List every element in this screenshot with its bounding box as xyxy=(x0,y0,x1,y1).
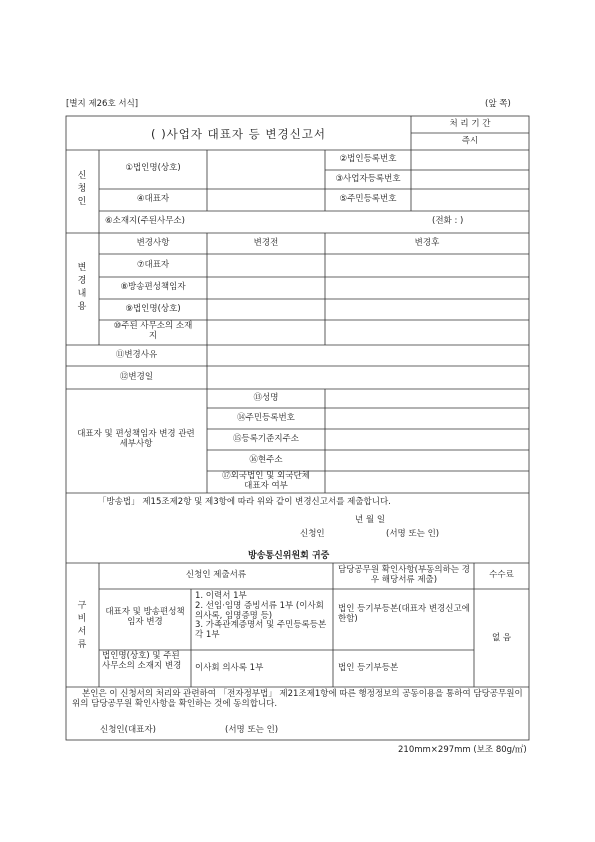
doc-items-corp-name: 이사회 의사록 1부 xyxy=(195,663,264,673)
detail-name-label: ⑬성명 xyxy=(253,393,279,403)
change-reason-field[interactable] xyxy=(208,346,528,365)
change-row-programming-manager: ⑧방송편성책임자 xyxy=(120,282,186,292)
consent-applicant-label: 신청인(대표자) xyxy=(100,725,156,735)
after-representative-field[interactable] xyxy=(326,255,528,276)
after-address-field[interactable] xyxy=(326,321,528,344)
recipient: 방송통신위원회 귀중 xyxy=(248,551,330,561)
representative-field[interactable] xyxy=(208,190,324,210)
declaration-date: 년 월 일 xyxy=(355,515,386,525)
detail-foreign-rep-label: ⑰외국법인 및 외국단체 대표자 여부 xyxy=(222,471,310,491)
change-section-label: 변경내용 xyxy=(77,263,87,312)
col-fee: 수수료 xyxy=(489,570,514,580)
detail-current-address-label: ⑯현주소 xyxy=(249,455,283,465)
detail-resident-no-field[interactable] xyxy=(326,409,528,428)
applicant-section-label: 신청인 xyxy=(77,171,87,207)
detail-registration-address-label: ⑮등록기준지주소 xyxy=(233,434,299,444)
processing-period-value: 즉시 xyxy=(461,136,479,146)
corp-reg-no-label: ②법인등록번호 xyxy=(339,154,397,164)
resident-reg-no-label: ⑤주민등록번호 xyxy=(339,194,397,204)
processing-period-label: 처 리 기 간 xyxy=(449,119,491,129)
corp-name-label: ①법인명(상호) xyxy=(125,163,181,173)
declaration-applicant-label: 신청인 xyxy=(300,529,325,539)
fee-value: 없 음 xyxy=(491,633,512,643)
change-row-representative: ⑦대표자 xyxy=(136,260,170,270)
before-address-field[interactable] xyxy=(208,321,324,344)
declaration-text: 「방송법」 제15조제2항 및 제3항에 따라 위와 같이 변경신고서를 제출합니다. xyxy=(98,497,391,507)
before-manager-field[interactable] xyxy=(208,278,324,298)
detail-current-address-field[interactable] xyxy=(326,451,528,470)
page-side-label: (앞 쪽) xyxy=(485,99,511,109)
doc-items-representative: 1. 이력서 1부 2. 선임·임명 증빙서류 1부 (이사회 의사록, 임명증명 등) 3. 가족관계증명서 및 주민등록등본 각 1부 xyxy=(195,591,327,641)
detail-registration-address-field[interactable] xyxy=(326,430,528,449)
detail-foreign-rep-field[interactable] xyxy=(326,472,528,492)
change-row-office-address: ⑩주된 사무소의 소재지 xyxy=(113,321,193,341)
representative-label: ④대표자 xyxy=(136,194,170,204)
doc-case-representative: 대표자 및 방송편성책임자 변경 xyxy=(105,607,185,627)
consent-sign: (서명 또는 인) xyxy=(225,725,279,735)
doc-verify-representative: 법인 등기부등본(대표자 변경신고에 한함) xyxy=(338,604,470,624)
address-label: ⑥소재지(주된사무소) xyxy=(105,216,185,226)
detail-section-label: 대표자 및 편성책임자 변경 관련 세부사항 xyxy=(77,429,195,449)
declaration-sign: (서명 또는 인) xyxy=(386,529,440,539)
col-submit-docs: 신청인 제출서류 xyxy=(185,570,247,580)
business-reg-no-label: ③사업자등록번호 xyxy=(335,174,401,184)
detail-resident-no-label: ⑭주민등록번호 xyxy=(237,413,295,423)
resident-reg-no-field[interactable] xyxy=(412,190,528,210)
col-change-item: 변경사항 xyxy=(136,238,170,248)
form-title: ( )사업자 대표자 등 변경신고서 xyxy=(151,127,326,141)
change-date-label: ⑫변경일 xyxy=(119,372,154,382)
change-row-corp-name: ⑨법인명(상호) xyxy=(125,304,181,314)
change-date-field[interactable] xyxy=(208,367,528,388)
business-reg-no-field[interactable] xyxy=(412,171,528,188)
documents-section-label: 구비서류 xyxy=(77,601,87,650)
paper-size-footer: 210mm×297mm (보조 80g/㎡) xyxy=(398,745,527,755)
col-verify-docs: 담당공무원 확인사항(부동의하는 경우 해당서류 제출) xyxy=(338,565,470,585)
col-before: 변경전 xyxy=(253,238,279,248)
phone-label: (전화 : ) xyxy=(432,216,464,226)
detail-name-field[interactable] xyxy=(326,390,528,407)
doc-verify-corp-name: 법인 등기부등본 xyxy=(338,663,399,673)
before-representative-field[interactable] xyxy=(208,255,324,276)
address-field[interactable] xyxy=(205,212,425,232)
corp-name-field[interactable] xyxy=(208,151,324,188)
doc-case-corp-name: 법인명(상호) 및 주된 사무소의 소재지 변경 xyxy=(102,651,182,671)
after-corp-name-field[interactable] xyxy=(326,300,528,319)
form-number: [별지 제26호 서식] xyxy=(66,99,139,109)
consent-text: 본인은 이 신청서의 처리와 관련하여 「전자정부법」 제21조제1항에 따른 행정정보의 공동이용을 통하여 담당공무원이 위의 담당공무원 확인사항을 확인하는 것에 동의합니다. xyxy=(72,689,523,709)
before-corp-name-field[interactable] xyxy=(208,300,324,319)
change-reason-label: ⑪변경사유 xyxy=(115,350,158,360)
corp-reg-no-field[interactable] xyxy=(412,151,528,169)
after-manager-field[interactable] xyxy=(326,278,528,298)
col-after: 변경후 xyxy=(414,238,440,248)
